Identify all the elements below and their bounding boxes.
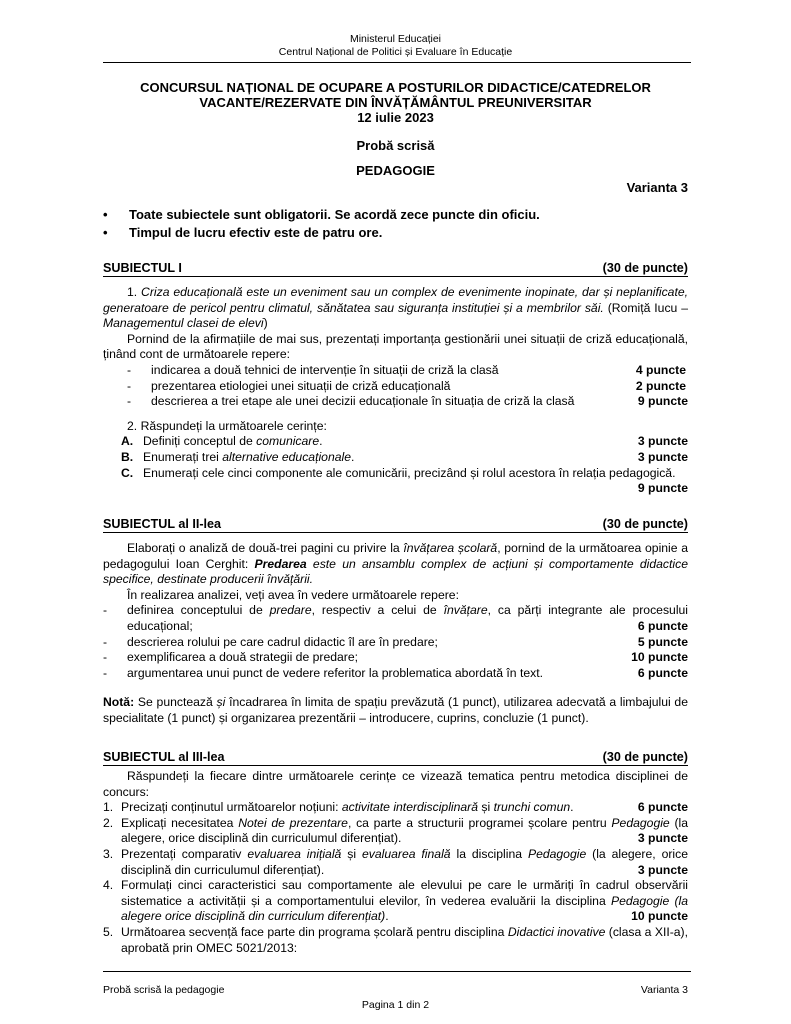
- ministry-header: [0, 33, 791, 59]
- exam-subject: PEDAGOGIE: [356, 163, 435, 178]
- s3-item: [103, 800, 688, 816]
- s3-item-text: (la alegere, orice disciplină din curriculumul diferențiat).: [121, 815, 688, 846]
- item-points: 3 puncte: [637, 434, 688, 449]
- s3-item-points: 3 puncte: [637, 831, 688, 846]
- s2-item: [103, 666, 688, 682]
- s2-intro: [103, 541, 688, 588]
- item-points: 9 puncte: [637, 481, 688, 496]
- s2-lead: În realizarea analizei, veți avea în vedere următoarele repere:: [127, 587, 459, 602]
- bullet-icon: •: [103, 225, 108, 240]
- s1-q1-source-title: Managementul clasei de elevi: [103, 316, 264, 331]
- item-points: 3 puncte: [637, 449, 688, 464]
- s2-item-text: , respectiv a celui de: [311, 603, 444, 618]
- s3-item: [103, 847, 688, 878]
- dash-icon: -: [127, 362, 132, 377]
- s1-q1-number: 1.: [127, 285, 138, 299]
- s3-item-em: Pedagogie: [611, 815, 670, 830]
- section-1-header: [103, 260, 688, 277]
- item-letter: B.: [121, 449, 134, 464]
- s2-item-points: 6 puncte: [637, 665, 688, 680]
- dash-icon: -: [103, 634, 108, 649]
- dash-icon: -: [103, 665, 108, 680]
- section-1-points: (30 de puncte): [602, 261, 688, 275]
- bullet-icon: •: [103, 207, 108, 222]
- s3-item-em: Notei de prezentare: [238, 815, 348, 830]
- s1-q1-item-points: 2 puncte: [635, 378, 686, 393]
- center-name: Centrul Național de Politici și Evaluare în Educație: [278, 46, 513, 58]
- s2-item-text: descrierea rolului pe care cadrul didactic îl are în predare;: [127, 634, 438, 649]
- s2-item-text: , ca părți integrante ale procesului educațional;: [127, 603, 689, 633]
- item-text-post: .: [351, 449, 355, 464]
- s1-q2-item-a: [103, 434, 688, 450]
- title-line-1: CONCURSUL NAȚIONAL DE OCUPARE A POSTURILOR DIDACTICE/CATEDRELOR: [140, 80, 651, 95]
- s3-item-em: Didactici inovative: [507, 924, 606, 939]
- s3-item-text: .: [385, 909, 389, 924]
- section-3: [103, 749, 688, 956]
- dash-icon: -: [103, 650, 108, 665]
- s1-q1-item: [103, 379, 688, 395]
- s3-item-number: 4.: [103, 878, 114, 893]
- s3-item-text: la disciplina: [450, 846, 528, 861]
- s3-item-number: 2.: [103, 815, 114, 830]
- s1-q1-item-points: 9 puncte: [637, 394, 688, 409]
- s2-item-points: 6 puncte: [637, 618, 688, 633]
- instruction-item: [103, 206, 693, 224]
- s1-q1-item-points: 4 puncte: [635, 362, 686, 377]
- s3-item-text: , ca parte a structurii programei școlare pentru: [347, 815, 612, 830]
- item-text-post: .: [319, 434, 323, 449]
- instruction-item: [103, 224, 693, 242]
- s3-intro: Răspundeți la fiecare dintre următoarele cerințe ce vizează tematica pentru metodica disciplinei de concurs:: [103, 769, 688, 799]
- s1-q1-quote-paragraph: [103, 285, 688, 332]
- s3-item-em: trunchi comun: [493, 800, 571, 815]
- s2-item-text: argumentarea unui punct de vedere referitor la problematica abordată în text.: [127, 665, 543, 680]
- s3-item-em: evaluarea inițială: [247, 846, 342, 861]
- section-2-header: [103, 516, 688, 533]
- s3-item-text: (clasa a XII-a), aprobată prin OMEC 5021/2013:: [121, 924, 689, 955]
- s2-item: [103, 635, 688, 651]
- item-letter: C.: [121, 465, 134, 480]
- s2-item-em: predare: [269, 603, 312, 618]
- s2-item: [103, 603, 688, 634]
- instruction-text: Timpul de lucru efectiv este de patru ore.: [129, 225, 383, 240]
- exam-date: 12 iulie 2023: [357, 110, 434, 125]
- s2-item-points: 5 puncte: [637, 634, 688, 649]
- s3-item-points: 3 puncte: [637, 862, 688, 877]
- dash-icon: -: [103, 603, 108, 618]
- item-text-pre: Enumerați trei: [143, 449, 223, 464]
- s3-item-em: activitate interdisciplinară: [341, 800, 479, 815]
- s1-q2-item-c: [103, 466, 688, 482]
- s1-q2-item-b: [103, 450, 688, 466]
- s2-note-em: și: [216, 695, 226, 710]
- s3-item-text: .: [570, 800, 574, 815]
- s3-item-text: Precizați conținutul următoarelor noțiuni:: [121, 800, 342, 815]
- s1-q1-item-text: prezentarea etiologiei unei situații de criză educațională: [151, 378, 451, 393]
- s1-q1-item: [103, 394, 688, 410]
- s2-intro-a: Elaborați o analiză de două-trei pagini cu privire la: [127, 541, 404, 555]
- s3-item-points: 6 puncte: [637, 800, 688, 815]
- s2-item-text: exemplificarea a două strategii de predare;: [127, 650, 359, 665]
- s3-item-em: Pedagogie: [527, 846, 587, 861]
- section-3-header: [103, 749, 688, 766]
- title-line-2: VACANTE/REZERVATE DIN ÎNVĂȚĂMÂNTUL PREUNIVERSITAR: [199, 95, 592, 110]
- instructions-list: [103, 206, 693, 242]
- ministry-name: Ministerul Educației: [349, 33, 442, 45]
- section-3-points: (30 de puncte): [602, 750, 688, 764]
- section-2: [103, 516, 688, 727]
- s1-q1-item-text: descrierea a trei etape ale unei decizii educaționale în situația de criză la clasă: [151, 394, 575, 409]
- s2-note-text: încadrarea în limita de spațiu prevăzută (1 punct), utilizarea adecvată a limbajului de specialitate (1 punct) și organizarea prezentării – introducere, cuprins, concluzie (1 punct).: [103, 695, 688, 725]
- s1-q1-source-post: ): [263, 316, 268, 331]
- s3-item-number: 3.: [103, 846, 114, 861]
- s1-q1-item-text: indicarea a două tehnici de intervenție în situații de criză la clasă: [151, 362, 499, 377]
- s3-item-text: Prezentați comparativ: [121, 846, 248, 861]
- item-text-em: comunicare: [256, 434, 320, 449]
- s2-item-text: definirea conceptului de: [127, 603, 270, 618]
- dash-icon: -: [127, 394, 132, 409]
- s1-q2-number: 2.: [127, 418, 138, 433]
- s3-item-text: și: [341, 846, 362, 861]
- s3-item-em: evaluarea finală: [361, 846, 451, 861]
- instruction-text: Toate subiectele sunt obligatorii. Se acordă zece puncte din oficiu.: [129, 207, 540, 222]
- item-text: Enumerați cele cinci componente ale comunicării, precizând și rolul acestora în relația pedagogică.: [143, 465, 676, 480]
- s3-item-em: Pedagogie (la alegere orice disciplină din curriculum diferențiat): [121, 893, 688, 924]
- s3-item-text: Explicați necesitatea: [121, 815, 239, 830]
- dash-icon: -: [127, 378, 132, 393]
- s3-item: [103, 925, 688, 956]
- footer-left: Probă scrisă la pedagogie: [103, 984, 225, 996]
- s3-item-number: 5.: [103, 924, 114, 939]
- s2-intro-keyword: Predarea: [254, 556, 307, 571]
- document-title: [0, 80, 791, 125]
- item-text: [143, 450, 354, 466]
- s1-q1-quote: Criza educațională este un eveniment sau un complex de evenimente inopinate, dar și neplanificate, generatoare de pericol pentru climatul, sănătatea sau siguranța instituției și a membrilor săi.: [103, 285, 688, 315]
- footer-right: Varianta 3: [640, 984, 688, 996]
- s3-list: [103, 800, 688, 956]
- s2-intro-em: învățarea școlară: [403, 541, 498, 555]
- section-3-title: SUBIECTUL al III-lea: [103, 750, 225, 764]
- variant-label: Varianta 3: [626, 180, 688, 195]
- exam-type: Probă scrisă: [356, 138, 435, 153]
- section-1: [103, 260, 688, 497]
- s2-intro-b: , pornind de la următoarea opinie a pedagogului Ioan Cerghit:: [103, 541, 689, 571]
- section-1-title: SUBIECTUL I: [103, 261, 182, 275]
- s3-item-text: Următoarea secvență face parte din programa școlară pentru disciplina: [121, 924, 508, 939]
- s3-item-text: (la alegere, orice disciplină din curriculumul diferențiat).: [121, 846, 688, 877]
- s2-item: [103, 650, 688, 666]
- s1-q2-item-c-points-row: [103, 481, 688, 497]
- footer-divider: [103, 971, 691, 972]
- s2-item-em: învățare: [443, 603, 488, 618]
- section-2-title: SUBIECTUL al II-lea: [103, 517, 222, 531]
- item-text: [143, 434, 323, 450]
- section-2-points: (30 de puncte): [602, 517, 688, 531]
- s3-item-text: Formulați cinci caracteristici sau comportamente ale elevului pe care le urmăriți în cadrul observării sistematice a activității și a comportamentului elevilor, în vederea evaluării la disciplina: [121, 878, 688, 908]
- s2-note-label: Notă:: [103, 695, 135, 710]
- s1-q2-intro: Răspundeți la următoarele cerințe:: [140, 418, 327, 433]
- item-letter: A.: [121, 434, 134, 449]
- s2-note: [103, 695, 688, 726]
- s1-q1-intro: Pornind de la afirmațiile de mai sus, prezentați importanța gestionării unei situații de criză educațională, ținând cont de următoarele repere:: [103, 331, 688, 362]
- header-divider: [103, 62, 691, 63]
- s1-q1-source-pre: (Romiță Iucu –: [603, 300, 688, 315]
- item-text-em: alternative educaționale: [222, 449, 351, 464]
- s2-intro-quote: este un ansamblu complex de acțiuni și comportamente didactice specifice, destinate producerii învățării.: [103, 556, 688, 587]
- item-text-pre: Definiți conceptul de: [143, 434, 257, 449]
- s3-item-points: 10 puncte: [631, 909, 688, 924]
- s3-item: [103, 878, 688, 925]
- s2-note-text: Se punctează: [134, 695, 217, 710]
- s1-q1-item: [103, 363, 688, 379]
- s1-q2-intro-paragraph: [103, 419, 688, 435]
- s3-item: [103, 816, 688, 847]
- page-number: Pagina 1 din 2: [361, 999, 430, 1011]
- s3-item-number: 1.: [103, 800, 114, 815]
- s2-item-points: 10 puncte: [631, 650, 688, 665]
- s3-item-text: și: [478, 800, 494, 815]
